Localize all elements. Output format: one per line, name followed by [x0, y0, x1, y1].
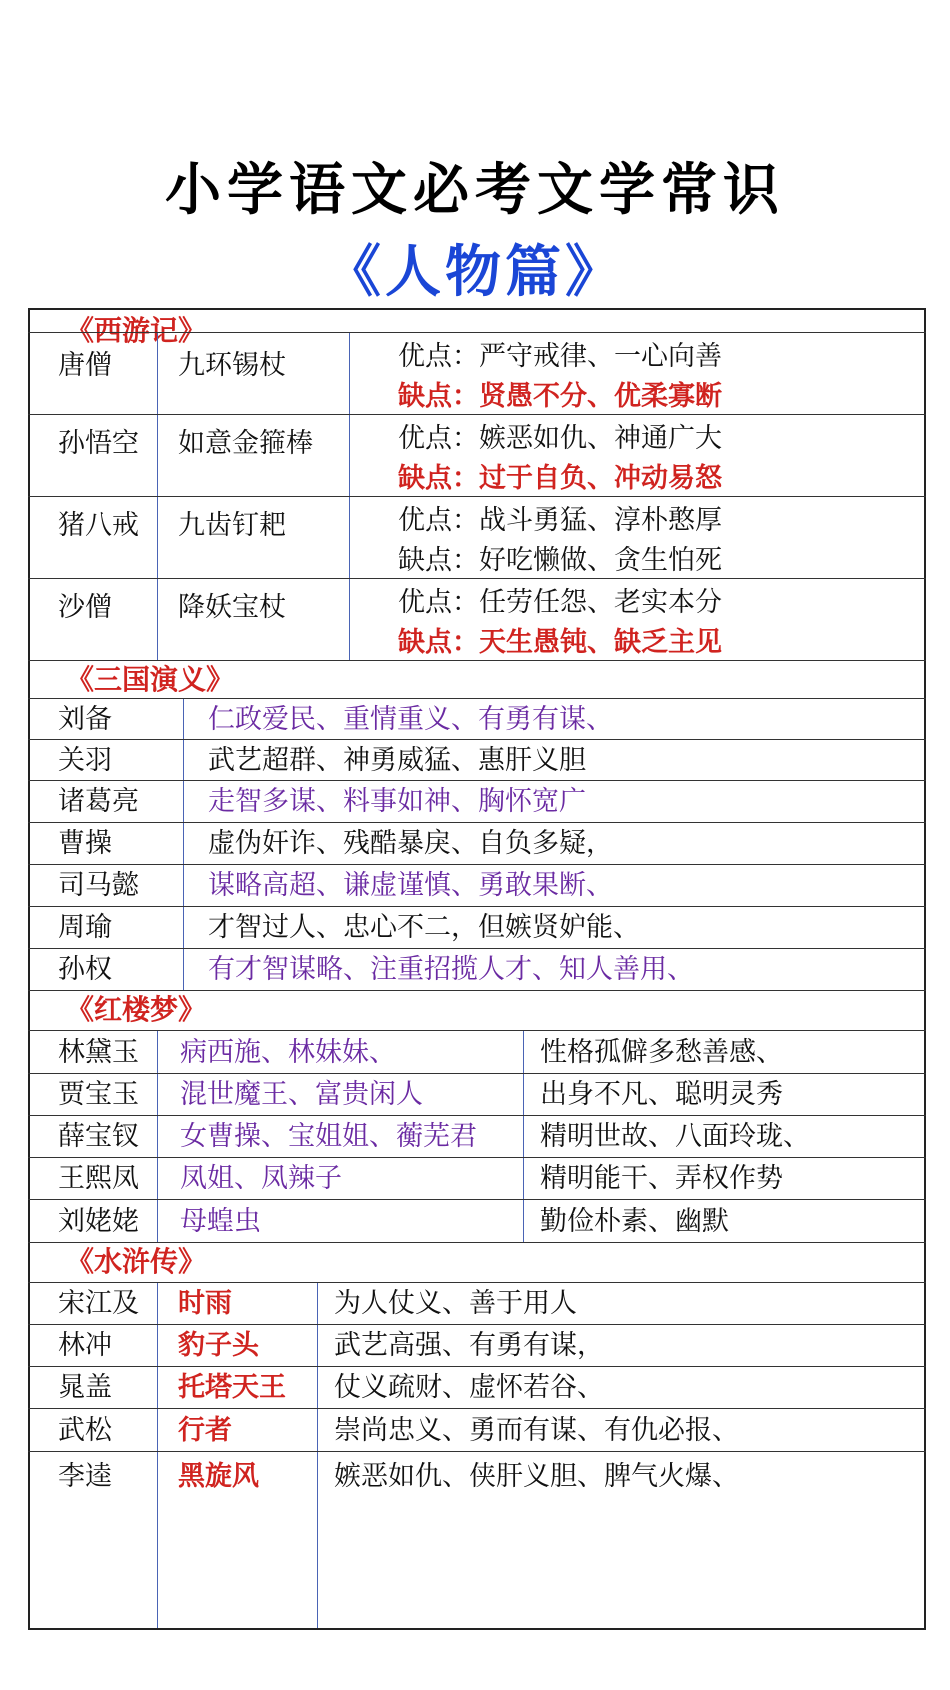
weapon: 九齿钉耙 [178, 510, 286, 541]
flaw: 缺点：好吃懒做、贪生怕死 [398, 545, 722, 576]
character-name: 刘备 [58, 704, 112, 735]
nickname: 凤姐、凤辣子 [180, 1163, 342, 1194]
table-row [28, 1451, 926, 1628]
flaw: 缺点：贤愚不分、优柔寡断 [398, 381, 722, 412]
table-row [28, 864, 926, 906]
character-name: 贾宝玉 [58, 1079, 139, 1110]
nickname: 时雨 [178, 1288, 232, 1319]
merit: 优点：战斗勇猛、淳朴憨厚 [398, 505, 722, 536]
nickname: 混世魔王、富贵闲人 [180, 1079, 423, 1110]
table-row [28, 822, 926, 864]
character-name: 李逵 [58, 1461, 112, 1492]
table-row [28, 1157, 926, 1199]
character-traits: 走智多谋、料事如神、胸怀宽广 [208, 786, 586, 817]
weapon: 如意金箍棒 [178, 428, 313, 459]
table-row [28, 1282, 926, 1324]
character-name: 武松 [58, 1415, 112, 1446]
character-name: 关羽 [58, 745, 112, 776]
table-row [28, 739, 926, 780]
character-traits: 谋略高超、谦虚谨慎、勇敢果断、 [208, 870, 613, 901]
character-name: 林冲 [58, 1330, 112, 1361]
merit: 优点：嫉恶如仇、神通广大 [398, 423, 722, 454]
nickname: 豹子头 [178, 1330, 259, 1361]
table-row [28, 414, 926, 496]
character-traits: 出身不凡、聪明灵秀 [540, 1079, 783, 1110]
character-name: 孙悟空 [58, 428, 139, 459]
table-row [28, 1115, 926, 1157]
nickname: 黑旋风 [178, 1461, 259, 1492]
flaw: 缺点：天生愚钝、缺乏主见 [398, 627, 722, 658]
table-row [28, 698, 926, 739]
section-heading-sanguo: 《三国演义》 [28, 660, 926, 698]
character-traits: 虚伪奸诈、残酷暴戾、自负多疑， [208, 828, 613, 859]
table-row [28, 496, 926, 578]
weapon: 降妖宝杖 [178, 592, 286, 623]
character-name: 曹操 [58, 828, 112, 859]
character-name: 宋江及 [58, 1288, 139, 1319]
character-name: 周瑜 [58, 912, 112, 943]
character-name: 唐僧 [58, 350, 112, 381]
page-title: 小学语文必考文学常识 [165, 157, 785, 223]
flaw: 缺点：过于自负、冲动易怒 [398, 463, 722, 494]
character-traits: 才智过人、忠心不二，但嫉贤妒能、 [208, 912, 640, 943]
character-traits: 仁政爱民、重情重义、有勇有谋、 [208, 704, 613, 735]
page-subtitle: 《人物篇》 [325, 239, 625, 305]
character-traits: 为人仗义、善于用人 [334, 1288, 577, 1319]
character-name: 猪八戒 [58, 510, 139, 541]
character-traits: 勤俭朴素、幽默 [540, 1206, 729, 1237]
character-name: 薛宝钗 [58, 1121, 139, 1152]
character-traits: 仗义疏财、虚怀若谷、 [334, 1372, 604, 1403]
character-traits: 精明能干、弄权作势 [540, 1163, 783, 1194]
nickname: 女曹操、宝姐姐、蘅芜君 [180, 1121, 477, 1152]
table-row [28, 1366, 926, 1408]
section-heading-xiyouji: 《西游记》 [66, 314, 207, 347]
character-traits: 崇尚忠义、勇而有谋、有仇必报、 [334, 1415, 739, 1446]
table-row [28, 906, 926, 948]
table-row [28, 948, 926, 990]
table-row [28, 1199, 926, 1242]
character-traits: 性格孤僻多愁善感、 [540, 1037, 783, 1068]
character-name: 刘姥姥 [58, 1206, 139, 1237]
merit: 优点：任劳任怨、老实本分 [398, 587, 722, 618]
character-name: 司马懿 [58, 870, 139, 901]
character-name: 孙权 [58, 954, 112, 985]
character-name: 沙僧 [58, 592, 112, 623]
weapon: 九环锡杖 [178, 350, 286, 381]
character-name: 晁盖 [58, 1372, 112, 1403]
character-traits: 武艺高强、有勇有谋， [334, 1330, 604, 1361]
section-heading-honglou: 《红楼梦》 [28, 990, 926, 1030]
table-row [28, 332, 926, 414]
table-row [28, 1030, 926, 1073]
character-traits: 精明世故、八面玲珑、 [540, 1121, 810, 1152]
nickname: 行者 [178, 1415, 232, 1446]
table-row [28, 578, 926, 660]
character-name: 诸葛亮 [58, 786, 139, 817]
table-row [28, 1324, 926, 1366]
character-name: 王熙凤 [58, 1163, 139, 1194]
nickname: 托塔天王 [178, 1372, 286, 1403]
table-row [28, 1073, 926, 1115]
character-name: 林黛玉 [58, 1037, 139, 1068]
character-traits: 武艺超群、神勇威猛、惠肝义胆 [208, 745, 586, 776]
section-heading-shuihu: 《水浒传》 [28, 1242, 926, 1282]
character-traits: 有才智谋略、注重招揽人才、知人善用、 [208, 954, 694, 985]
character-traits: 嫉恶如仇、侠肝义胆、脾气火爆、 [334, 1461, 739, 1492]
merit: 优点：严守戒律、一心向善 [398, 341, 722, 372]
table-row [28, 780, 926, 822]
table-row [28, 1408, 926, 1451]
nickname: 病西施、林妹妹、 [180, 1037, 396, 1068]
nickname: 母蝗虫 [180, 1206, 261, 1237]
